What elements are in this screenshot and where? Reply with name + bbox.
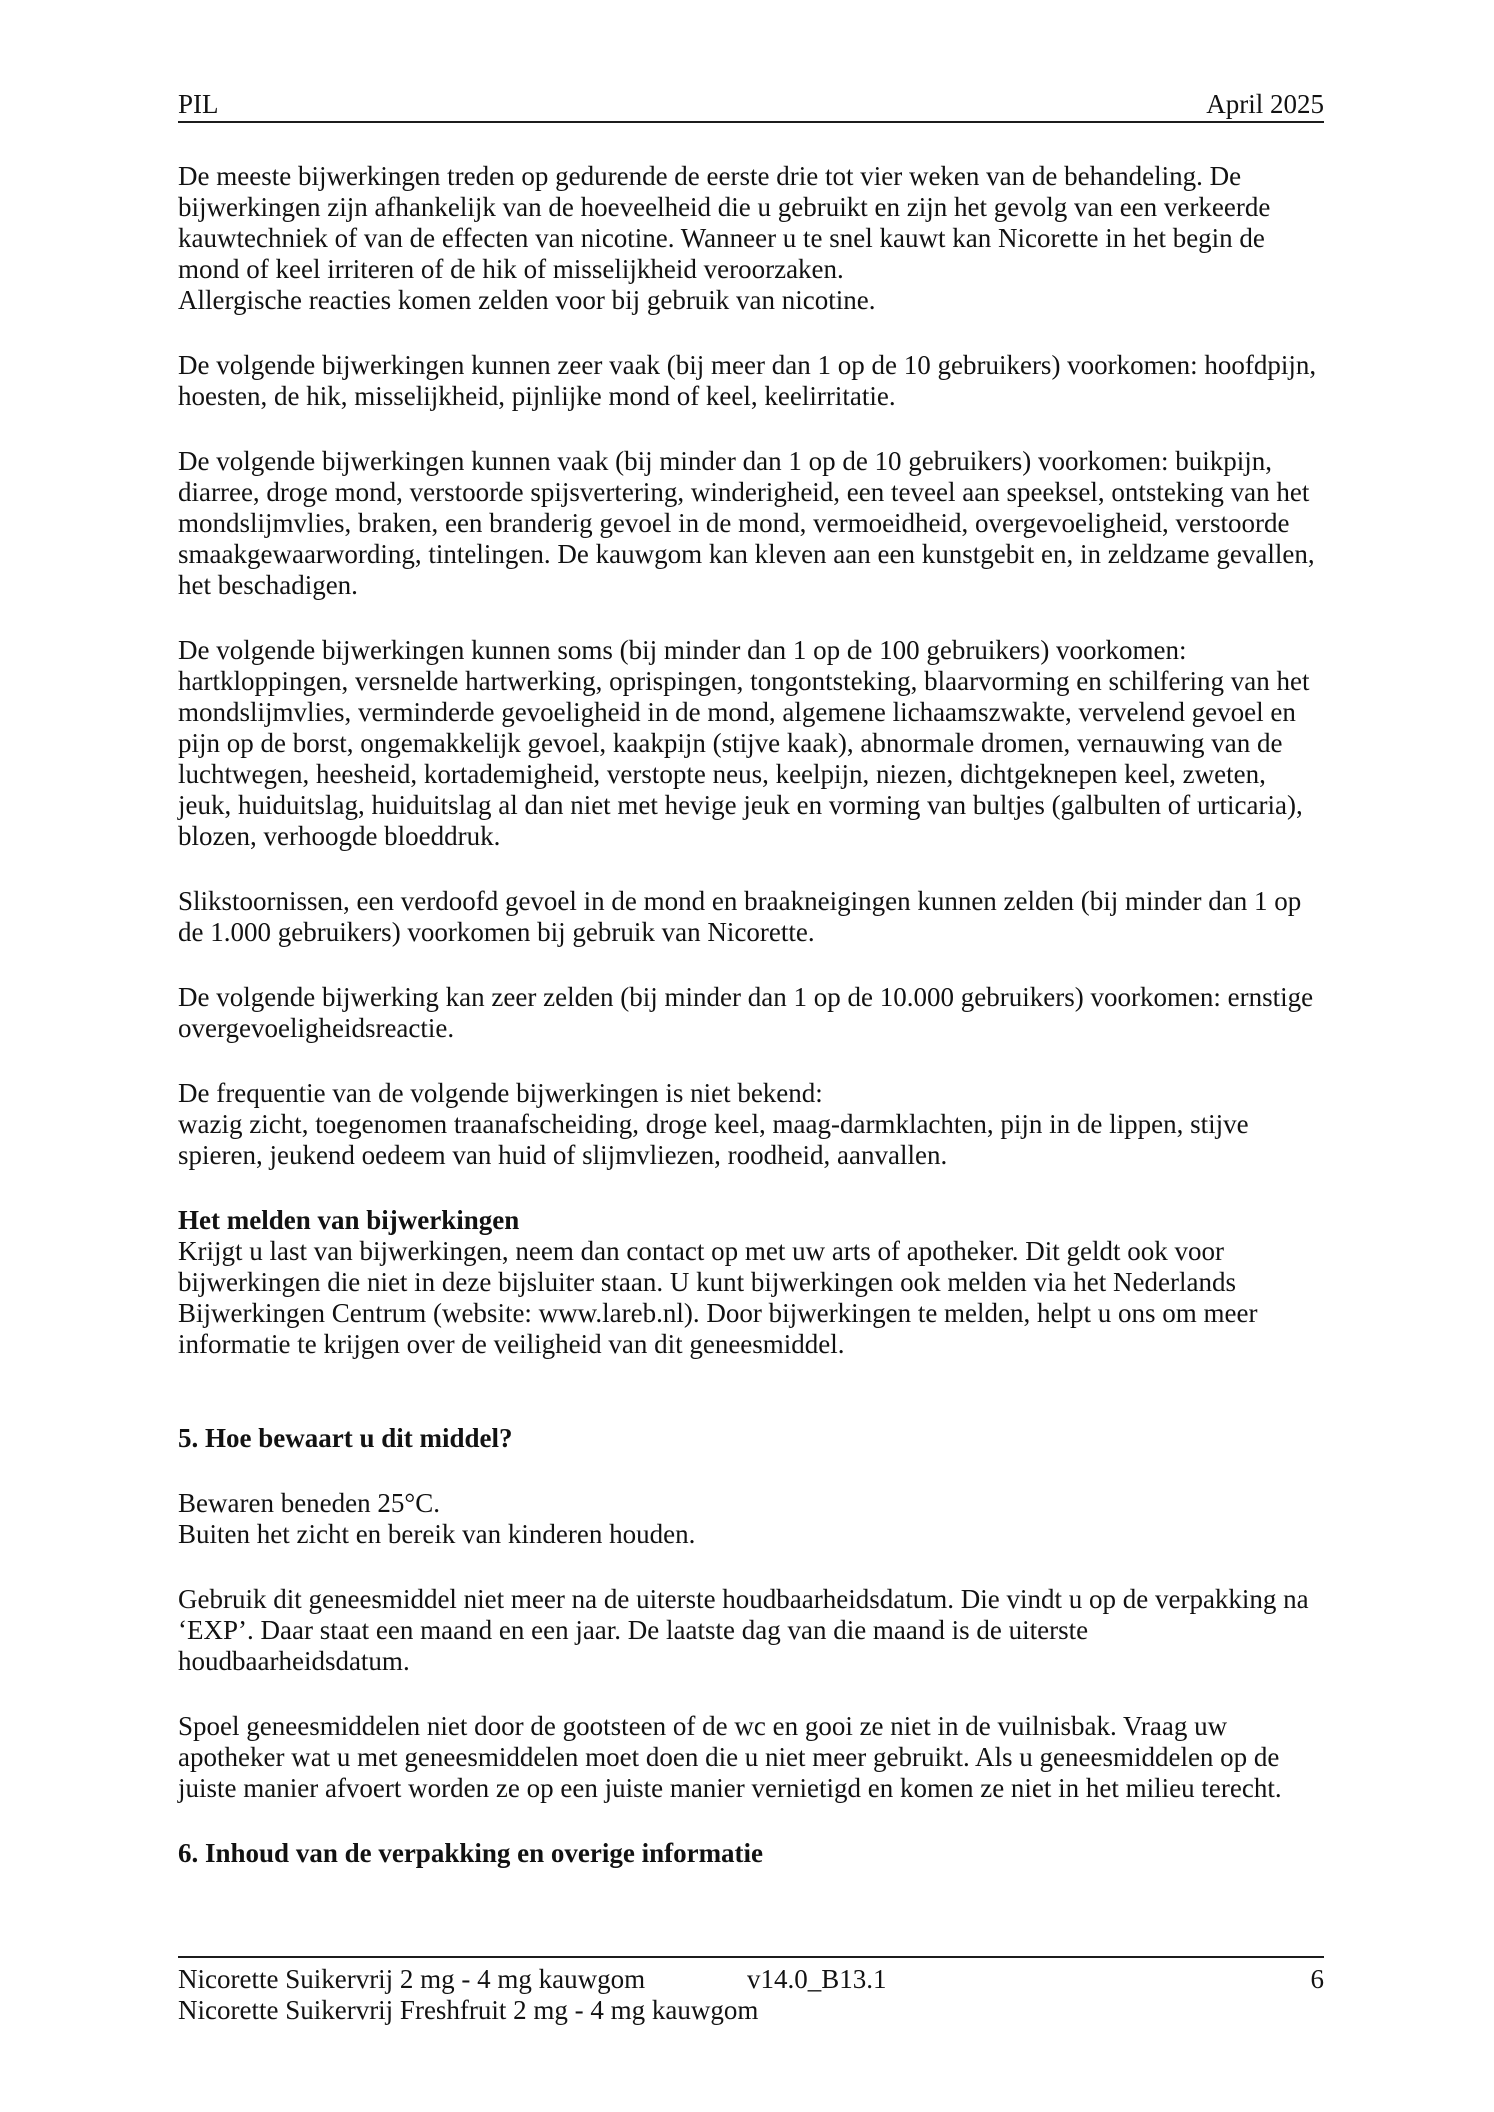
- paragraph-very-rare: De volgende bijwerking kan zeer zelden (bij minder dan 1 op de 10.000 gebruikers) voorkomen: ernstige overgevoeligheidsreactie.: [178, 982, 1314, 1043]
- section-heading-6: 6. Inhoud van de verpakking en overige informatie: [178, 1838, 764, 1868]
- paragraph-keep-from-children: Buiten het zicht en bereik van kinderen houden.: [178, 1519, 696, 1549]
- paragraph-frequency-unknown-list: wazig zicht, toegenomen traanafscheiding, droge keel, maag-darmklachten, pijn in de lippen, stijve spieren, jeukend oedeem van huid of slijmvliezen, roodheid, aanvallen.: [178, 1109, 1249, 1170]
- paragraph-rare: Slikstoornissen, een verdoofd gevoel in de mond en braakneigingen kunnen zelden (bij minder dan 1 op de 1.000 gebruikers) voorkomen bij gebruik van Nicorette.: [178, 886, 1302, 947]
- heading-reporting-side-effects: Het melden van bijwerkingen: [178, 1205, 520, 1235]
- paragraph-side-effects-intro: De meeste bijwerkingen treden op gedurende de eerste drie tot vier weken van de behandeling. De bijwerkingen zijn afhankelijk van de hoeveelheid die u gebruikt en zijn het gevolg van een verkeerde kauwtechniek of van de effecten van nicotine. Wanneer u te snel kauwt kan Nicorette in het begin de mond of keel irriteren of de hik of misselijkheid veroorzaken.: [178, 161, 1271, 284]
- footer-version: v14.0_B13.1: [747, 1964, 887, 1994]
- footer-row-1: [178, 1964, 1324, 1995]
- page-footer: [178, 1956, 1324, 2026]
- header-doc-type: PIL: [178, 89, 219, 119]
- page-header: [178, 89, 1324, 123]
- paragraph-frequency-unknown-intro: De frequentie van de volgende bijwerkingen is niet bekend:: [178, 1078, 823, 1108]
- paragraph-disposal: Spoel geneesmiddelen niet door de gootsteen of de wc en gooi ze niet in de vuilnisbak. Vraag uw apotheker wat u met geneesmiddelen moet doen die u niet meer gebruikt. Als u geneesmiddelen op de juiste manier afvoert worden ze op een juiste manier vernietigd en komen ze niet in het milieu terecht.: [178, 1711, 1282, 1803]
- paragraph-common: De volgende bijwerkingen kunnen vaak (bij minder dan 1 op de 10 gebruikers) voorkomen: buikpijn, diarree, droge mond, verstoorde spijsvertering, winderigheid, een teveel aan speeksel, ontsteking van het mondslijmvlies, braken, een branderig gevoel in de mond, vermoeidheid, overgevoeligheid, verstoorde smaakgewaarwording, tintelingen. De kauwgom kan kleven aan een kunstgebit en, in zeldzame gevallen, het beschadigen.: [178, 446, 1315, 600]
- footer-page-number: 6: [1310, 1964, 1324, 1994]
- paragraph-allergic-reactions: Allergische reacties komen zelden voor bij gebruik van nicotine.: [178, 285, 876, 315]
- header-date: April 2025: [1206, 89, 1324, 119]
- paragraph-uncommon: De volgende bijwerkingen kunnen soms (bij minder dan 1 op de 100 gebruikers) voorkomen: hartkloppingen, versnelde hartwerking, oprispingen, tongontsteking, blaarvorming en schilfering van het mondslijmvlies, verminderde gevoeligheid in de mond, algemene lichaamszwakte, vervelend gevoel en pijn op de borst, ongemakkelijk gevoel, kaakpijn (stijve kaak), abnormale dromen, vernauwing van de luchtwegen, heesheid, kortademigheid, verstopte neus, keelpijn, niezen, dichtgeknepen keel, zweten, jeuk, huiduitslag, huiduitslag al dan niet met hevige jeuk en vorming van bultjes (galbulten of urticaria), blozen, verhoogde bloeddruk.: [178, 635, 1310, 851]
- section-heading-5: 5. Hoe bewaart u dit middel?: [178, 1423, 513, 1453]
- footer-product-name-1: Nicorette Suikervrij 2 mg - 4 mg kauwgom: [178, 1964, 646, 1994]
- document-body: [178, 161, 1324, 1869]
- paragraph-reporting-side-effects: Krijgt u last van bijwerkingen, neem dan contact op met uw arts of apotheker. Dit geldt ook voor bijwerkingen die niet in deze bijsluiter staan. U kunt bijwerkingen ook melden via het Nederlands Bijwerkingen Centrum (website: www.lareb.nl). Door bijwerkingen te melden, helpt u ons om meer informatie te krijgen over de veiligheid van dit geneesmiddel.: [178, 1236, 1258, 1359]
- footer-product-name-2: Nicorette Suikervrij Freshfruit 2 mg - 4 mg kauwgom: [178, 1995, 759, 2025]
- paragraph-expiry-date: Gebruik dit geneesmiddel niet meer na de uiterste houdbaarheidsdatum. Die vindt u op de verpakking na ‘EXP’. Daar staat een maand en een jaar. De laatste dag van die maand is de uiterste houdbaarheidsdatum.: [178, 1584, 1309, 1676]
- paragraph-storage-temperature: Bewaren beneden 25°C.: [178, 1488, 440, 1518]
- paragraph-very-common: De volgende bijwerkingen kunnen zeer vaak (bij meer dan 1 op de 10 gebruikers) voorkomen: hoofdpijn, hoesten, de hik, misselijkheid, pijnlijke mond of keel, keelirritatie.: [178, 350, 1317, 411]
- footer-row-2: [178, 1995, 1324, 2026]
